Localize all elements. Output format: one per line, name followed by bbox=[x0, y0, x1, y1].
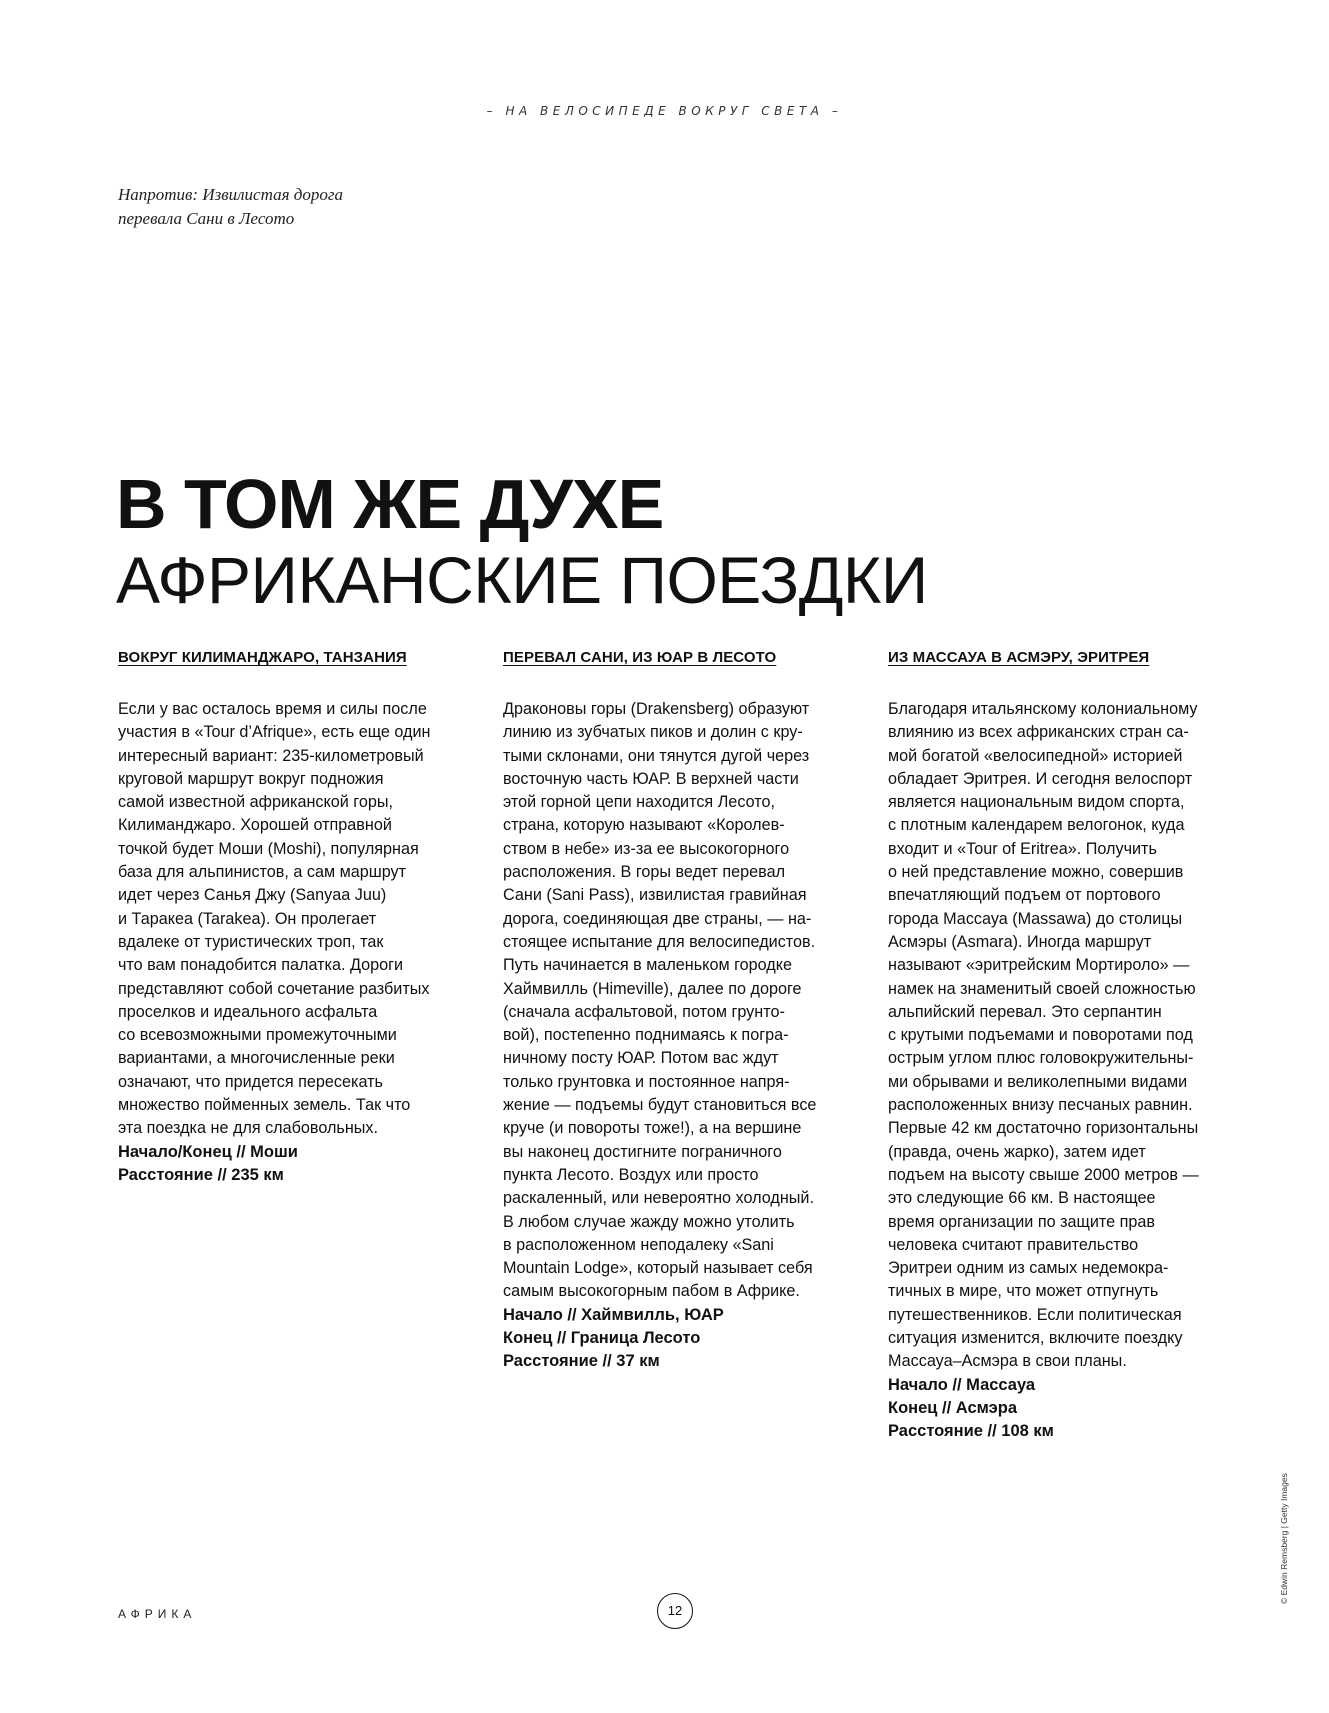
body-text-line: подъем на высоту свыше 2000 метров — bbox=[888, 1165, 1199, 1184]
body-text-line: расположения. В горы ведет перевал bbox=[503, 863, 786, 882]
article-title: В ТОМ ЖЕ ДУХЕ bbox=[116, 465, 664, 543]
body-text-line: с плотным календарем велогонок, куда bbox=[888, 816, 1185, 835]
body-text-line: страна, которую называют «Королев- bbox=[503, 816, 785, 835]
body-text-line: означают, что придется пересекать bbox=[118, 1072, 383, 1091]
route-fact: Начало/Конец // Моши bbox=[118, 1142, 298, 1161]
route-fact: Расстояние // 235 км bbox=[118, 1165, 284, 1184]
route-fact: Конец // Асмэра bbox=[888, 1398, 1018, 1417]
column-body bbox=[888, 698, 1243, 1444]
body-text-line: Путь начинается в маленьком городке bbox=[503, 956, 792, 975]
body-text-line: человека считают правительство bbox=[888, 1235, 1139, 1254]
body-text-line: Массауа–Асмэра в свои планы. bbox=[888, 1352, 1127, 1371]
body-text-line: дорога, соединяющая две страны, — на- bbox=[503, 909, 812, 928]
body-text-line: представляют собой сочетание разбитых bbox=[118, 979, 430, 998]
body-text-line: мой богатой «велосипедной» историей bbox=[888, 746, 1183, 765]
body-text-line: это следующие 66 км. В настоящее bbox=[888, 1189, 1156, 1208]
article-column-massawa-asmara bbox=[888, 648, 1243, 1444]
body-text-line: круговой маршрут вокруг подножия bbox=[118, 769, 384, 788]
body-text-line: самым высокогорным пабом в Африке. bbox=[503, 1282, 800, 1301]
body-text-line: база для альпинистов, а сам маршрут bbox=[118, 863, 407, 882]
body-text-line: Эритреи одним из самых недемокра- bbox=[888, 1259, 1169, 1278]
body-text-line: вдалеке от туристических троп, так bbox=[118, 932, 384, 951]
body-text-line: восточную часть ЮАР. В верхней части bbox=[503, 769, 799, 788]
column-heading: ВОКРУГ КИЛИМАНДЖАРО, ТАНЗАНИЯ bbox=[118, 649, 407, 666]
body-text-line: только грунтовка и постоянное напря- bbox=[503, 1072, 790, 1091]
body-text-line: называют «эритрейским Мортироло» — bbox=[888, 956, 1190, 975]
caption-line: Напротив: Извилистая дорога bbox=[118, 185, 343, 204]
body-text-line: Асмэры (Asmara). Иногда маршрут bbox=[888, 932, 1152, 951]
body-text-line: проселков и идеального асфальта bbox=[118, 1002, 378, 1021]
body-text-line: Килиманджаро. Хорошей отправной bbox=[118, 816, 392, 835]
body-text-line: расположенных внизу песчаных равнин. bbox=[888, 1096, 1193, 1115]
route-fact: Расстояние // 108 км bbox=[888, 1422, 1054, 1441]
body-text-line: с крутыми подъемами и поворотами под bbox=[888, 1026, 1193, 1045]
body-text-line: Mountain Lodge», который называет себя bbox=[503, 1259, 813, 1278]
page-number: 12 bbox=[657, 1593, 693, 1629]
body-text-line: и Таракеа (Tarakea). Он пролегает bbox=[118, 909, 377, 928]
body-text-line: тыми склонами, они тянутся дугой через bbox=[503, 746, 810, 765]
body-text-line: круче (и повороты тоже!), а на вершине bbox=[503, 1119, 802, 1138]
body-text-line: обладает Эритрея. И сегодня велоспорт bbox=[888, 769, 1193, 788]
body-text-line: линию из зубчатых пиков и долин с кру- bbox=[503, 723, 803, 742]
body-text-line: вой), постепенно поднимаясь к погра- bbox=[503, 1026, 789, 1045]
body-text-line: время организации по защите прав bbox=[888, 1212, 1155, 1231]
body-text-line: множество пойменных земель. Так что bbox=[118, 1096, 411, 1115]
body-text-line: Благодаря итальянскому колониальному bbox=[888, 700, 1198, 718]
body-text-line: интересный вариант: 235-километровый bbox=[118, 746, 424, 765]
body-text-line: идет через Санья Джу (Sanyaa Juu) bbox=[118, 886, 387, 905]
body-text-line: входит и «Tour of Eritrea». Получить bbox=[888, 839, 1157, 858]
route-fact: Конец // Граница Лесото bbox=[503, 1329, 701, 1348]
body-text-line: (сначала асфальтовой, потом грунто- bbox=[503, 1002, 785, 1021]
route-fact: Начало // Массауа bbox=[888, 1375, 1036, 1394]
route-fact: Начало // Хаймвилль, ЮАР bbox=[503, 1305, 724, 1324]
body-text-line: города Массауа (Massawa) до столицы bbox=[888, 909, 1183, 928]
body-text-line: ситуация изменится, включите поездку bbox=[888, 1329, 1183, 1348]
body-text-line: (правда, очень жарко), затем идет bbox=[888, 1142, 1146, 1161]
body-text-line: в расположенном неподалеку «Sani bbox=[503, 1235, 774, 1254]
body-text-line: впечатляющий подъем от портового bbox=[888, 886, 1161, 905]
body-text-line: ми обрывами и великолепными видами bbox=[888, 1072, 1188, 1091]
body-text-line: вы наконец достигните пограничного bbox=[503, 1142, 782, 1161]
photo-caption bbox=[118, 183, 418, 231]
body-text-line: этой горной цепи находится Лесото, bbox=[503, 793, 775, 812]
body-text-line: Сани (Sani Pass), извилистая гравийная bbox=[503, 886, 807, 905]
body-text-line: вариантами, а многочисленные реки bbox=[118, 1049, 395, 1068]
running-head: – НА ВЕЛОСИПЕДЕ ВОКРУГ СВЕТА – bbox=[486, 104, 843, 118]
column-heading: ИЗ МАССАУА В АСМЭРУ, ЭРИТРЕЯ bbox=[888, 649, 1150, 666]
body-text-line: влиянию из всех африканских стран са- bbox=[888, 723, 1189, 742]
article-column-sani-pass bbox=[503, 648, 858, 1374]
footer-section-label: АФРИКА bbox=[118, 1607, 197, 1621]
body-text-line: со всевозможными промежуточными bbox=[118, 1026, 397, 1045]
photo-credit: © Edwin Remsberg | Getty Images bbox=[1279, 1473, 1289, 1604]
body-text-line: Первые 42 км достаточно горизонтальны bbox=[888, 1119, 1199, 1138]
body-text-line: пункта Лесото. Воздух или просто bbox=[503, 1165, 759, 1184]
body-text-line: Если у вас осталось время и силы после bbox=[118, 700, 427, 718]
body-text-line: стоящее испытание для велосипедистов. bbox=[503, 932, 816, 951]
body-text-line: ством в небе» из-за ее высокогорного bbox=[503, 839, 790, 858]
column-body bbox=[503, 698, 858, 1374]
body-text-line: намек на знаменитый своей сложностью bbox=[888, 979, 1196, 998]
body-text-line: ничному посту ЮАР. Потом вас ждут bbox=[503, 1049, 779, 1068]
body-text-line: является национальным видом спорта, bbox=[888, 793, 1185, 812]
body-text-line: Драконовы горы (Drakensberg) образуют bbox=[503, 700, 810, 718]
body-text-line: самой известной африканской горы, bbox=[118, 793, 393, 812]
caption-line: перевала Сани в Лесото bbox=[118, 209, 295, 228]
body-text-line: раскаленный, или невероятно холодный. bbox=[503, 1189, 814, 1208]
column-heading: ПЕРЕВАЛ САНИ, ИЗ ЮАР В ЛЕСОТО bbox=[503, 649, 777, 666]
body-text-line: что вам понадобится палатка. Дороги bbox=[118, 956, 404, 975]
body-text-line: путешественников. Если политическая bbox=[888, 1305, 1182, 1324]
body-text-line: тичных в мире, что может отпугнуть bbox=[888, 1282, 1159, 1301]
body-text-line: о ней представление можно, совершив bbox=[888, 863, 1184, 882]
article-subtitle: АФРИКАНСКИЕ ПОЕЗДКИ bbox=[116, 543, 928, 617]
column-body bbox=[118, 698, 473, 1187]
body-text-line: точкой будет Моши (Moshi), популярная bbox=[118, 839, 419, 858]
body-text-line: жение — подъемы будут становиться все bbox=[503, 1096, 817, 1115]
body-text-line: эта поездка не для слабовольных. bbox=[118, 1119, 379, 1138]
body-text-line: участия в «Tour d’Afrique», есть еще один bbox=[118, 723, 431, 742]
body-text-line: альпийский перевал. Это серпантин bbox=[888, 1002, 1162, 1021]
route-fact: Расстояние // 37 км bbox=[503, 1352, 660, 1371]
body-text-line: Хаймвилль (Himeville), далее по дороге bbox=[503, 979, 802, 998]
body-text-line: острым углом плюс головокружительны- bbox=[888, 1049, 1194, 1068]
article-column-kilimanjaro bbox=[118, 648, 473, 1187]
body-text-line: В любом случае жажду можно утолить bbox=[503, 1212, 795, 1231]
